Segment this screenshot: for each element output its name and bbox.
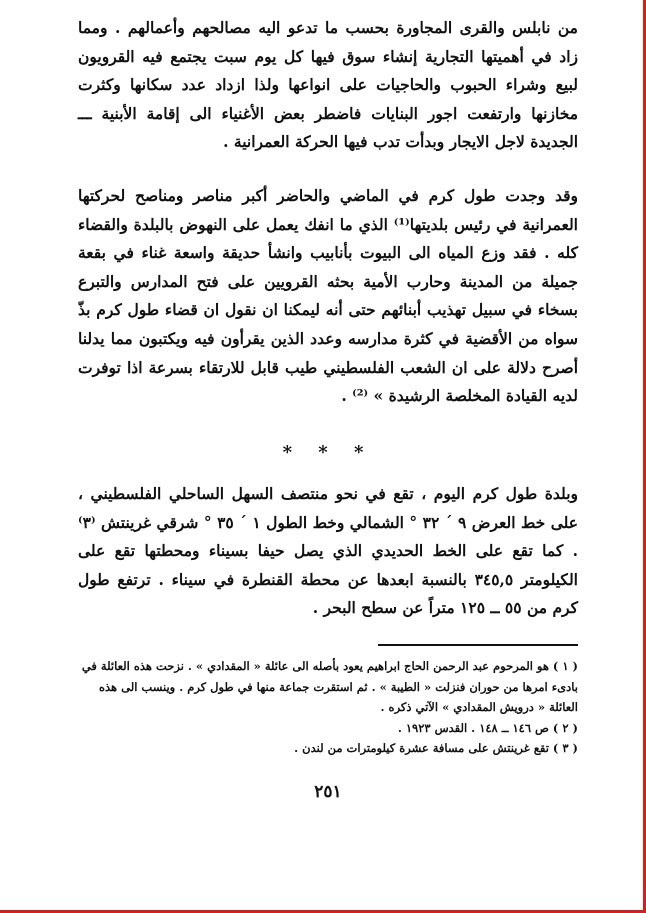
paragraph-1: من نابلس والقرى المجاورة بحسب ما تدعو اليه مصالحهم وأعمالهم . ومما زاد في أهميتها التجارية إنشاء سوق فيها كل يوم سبت يجتمع فيه القرويون لبيع وشراء الحبوب والحاجيات على انواعها ولذا ازداد عدد سكانها وكثرت مخازنها وارتفعت اجور البنايات فاضطر بعض الأغنياء الى إقامة الأبنية ـــ الجديدة لاجل الايجار وبدأت تدب فيها الحركة العمرانية . xyxy=(78,18,578,152)
footnote-rule xyxy=(378,644,578,646)
page-number: ٢٥١ xyxy=(314,782,342,802)
document-page xyxy=(78,14,578,894)
section-separator: * * * xyxy=(282,442,374,463)
footnote-2: ( ٢ ) ص ١٤٦ ــ ١٤٨ . القدس ١٩٢٣ . xyxy=(397,720,578,735)
paragraph-2: وقد وجدت طول كرم في الماضي والحاضر أكبر مناصر ومناصح لحركتها العمرانية في رئيس بلديتها⁽¹⁾ الذي ما انفك يعمل على النهوض بالبلدة والقضاء كله . فقد وزع المياه الى البيوت بأنابيب وانشأ حديقة واسعة غناء في بقعة جميلة من المدينة وحارب الأمية بحثه القرويين على فتح المدارس والتبرع بسخاء في سبيل تهذيب أبنائهم حتى أنه ليمكنا ان نقول ان قضاء طول كرم بذّ سواه من الأقضية في كثرة مدارسه وعدد الذين يقرأون فيه ويكتبون مما يدلنا أصرح دلالة على ان الشعب الفلسطيني طيب قابل للارتقاء بسرعة اذا توفرت لديه القيادة المخلصة الرشيدة » ⁽²⁾ . xyxy=(78,186,578,406)
paragraph-3: وبلدة طول كرم اليوم ، تقع في نحو منتصف السهل الساحلي الفلسطيني ، على خط العرض ٩ ´ ٣٢ ° الشمالي وخط الطول ١ ´ ٣٥ ° شرقي غرينتش ⁽٣⁾ . كما تقع على الخط الحديدي الذي يصل حيفا بسيناء ومحطتها تقع على الكيلومتر ٣٤٥,٥ بالنسبة ابعدها عن محطة القنطرة في سيناء . ترتفع طول كرم من ٥٥ ــ ١٢٥ متراً عن سطح البحر . xyxy=(78,484,578,618)
footnote-1: ( ١ ) هو المرحوم عبد الرحمن الحاج ابراهيم يعود بأصله الى عائلة « المقدادي » . نزحت هذه العائلة في بادىء امرها من حوران فنزلت « الطيبة » . ثم استقرت جماعة منها في طول كرم . وينسب الى هذه العائلة « درويش المقدادي » الآتي ذكره . xyxy=(81,659,578,714)
footnote-3: ( ٣ ) تقع غرينتش على مسافة عشرة كيلومترات من لندن . xyxy=(294,741,578,755)
footnotes xyxy=(78,656,578,759)
